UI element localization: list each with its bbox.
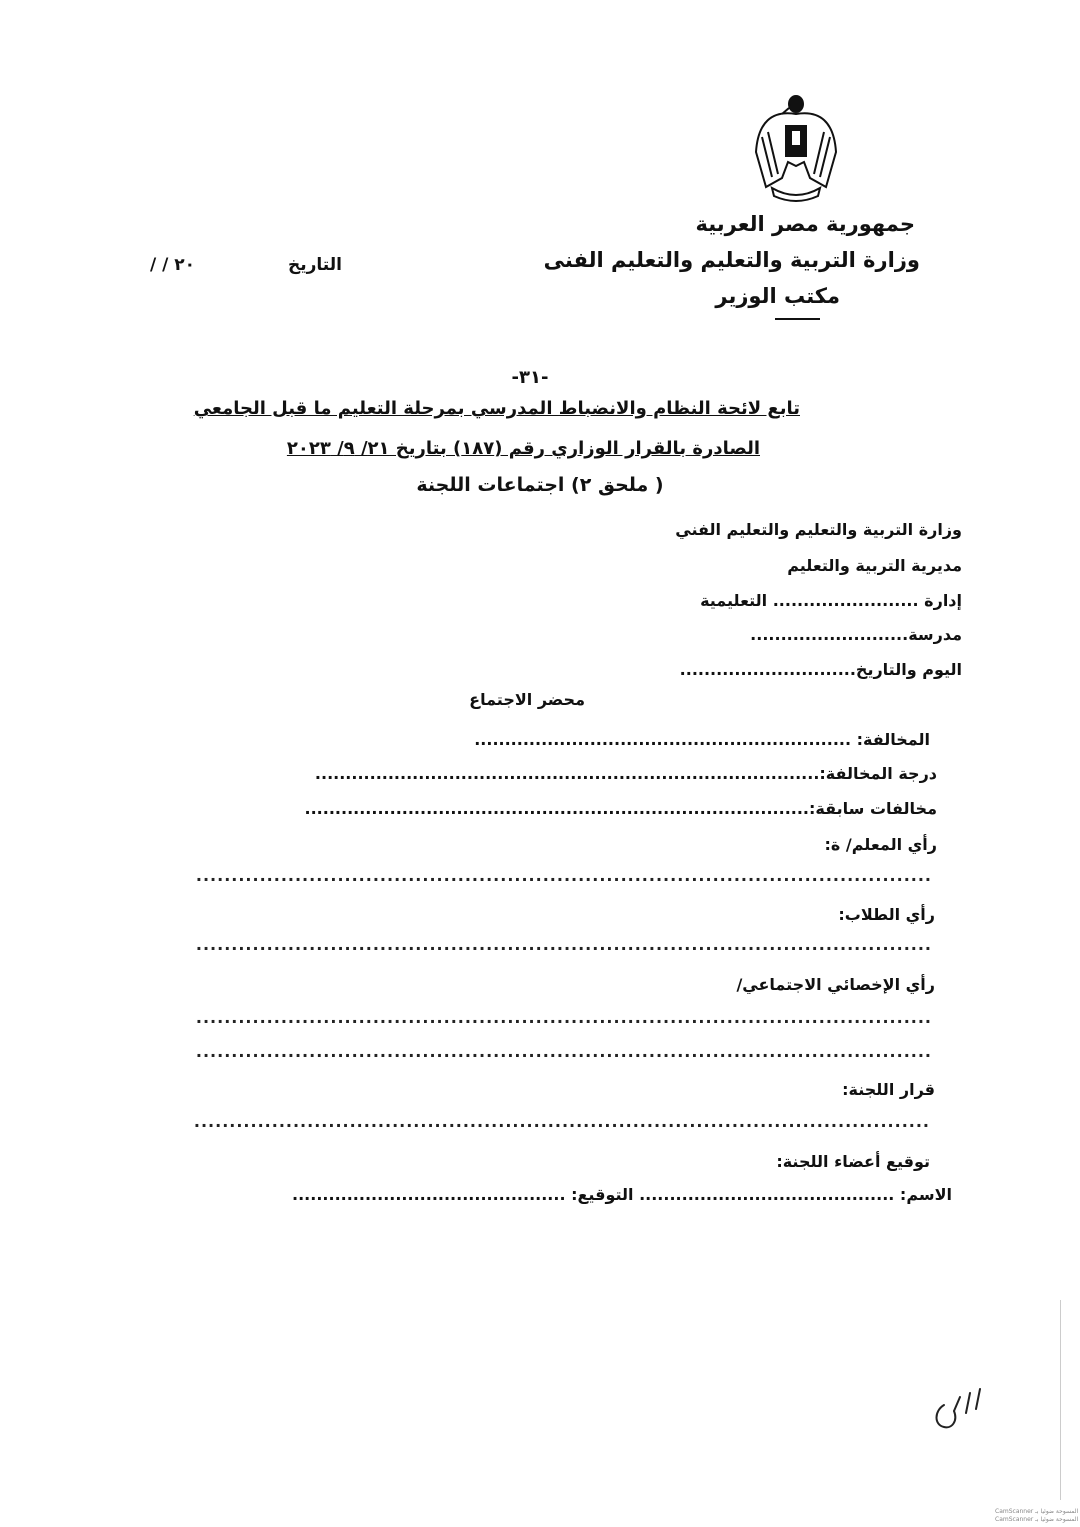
- students-opinion-dots: ........................................................................................................: [195, 935, 932, 954]
- students-opinion-label: رأي الطلاب:: [838, 905, 935, 924]
- violation-field: المخالفة: ..............................................................: [474, 730, 930, 749]
- member-name-signature-field: الاسم: .......................................... التوقيع: .............................................: [292, 1185, 952, 1204]
- administration-field: إدارة ........................ التعليمية: [700, 591, 962, 610]
- committee-decision-label: قرار اللجنة:: [842, 1080, 935, 1099]
- header-country: جمهورية مصر العربية: [695, 212, 915, 236]
- social-worker-opinion-dots-2: ........................................................................................................: [195, 1042, 932, 1061]
- header-ministry: وزارة التربية والتعليم والتعليم الفنى: [543, 248, 920, 272]
- date-label: التاريخ: [288, 255, 342, 275]
- page-number: -٣١-: [511, 367, 549, 388]
- handwritten-note-mark: [930, 1385, 992, 1435]
- scanner-watermark-2: CamScanner المسوحة ضوئيا بـ: [995, 1516, 1079, 1523]
- header-divider: [775, 318, 820, 320]
- committee-decision-dots: ........................................................................................................: [193, 1112, 930, 1131]
- directorate-line: مديرية التربية والتعليم: [787, 556, 962, 575]
- members-signature-label: توقيع أعضاء اللجنة:: [776, 1152, 930, 1171]
- social-worker-opinion-label: رأي الإخصائي الاجتماعي/: [736, 975, 935, 994]
- annex-title: ( ملحق ٢) اجتماعات اللجنة: [416, 474, 664, 496]
- teacher-opinion-label: رأي المعلم/ ة:: [824, 835, 937, 854]
- violation-degree-field: درجة المخالفة:...................................................................................: [314, 764, 937, 783]
- scanner-watermark: CamScanner المسوحة ضوئيا بـ: [995, 1508, 1079, 1515]
- minutes-title: محضر الاجتماع: [469, 690, 585, 709]
- document-title: تابع لائحة النظام والانضباط المدرسي بمرحلة التعليم ما قبل الجامعي: [193, 398, 800, 419]
- teacher-opinion-dots: ........................................................................................................: [195, 866, 932, 885]
- day-date-field: اليوم والتاريخ.............................: [679, 660, 962, 679]
- school-field: مدرسة..........................: [750, 625, 962, 644]
- decree-reference: الصادرة بالقرار الوزاري رقم (١٨٧) بتاريخ ٢١/ ٩/ ٢٠٢٣: [286, 438, 760, 459]
- date-value: / / ٢٠: [150, 255, 196, 275]
- ministry-line: وزارة التربية والتعليم والتعليم الفني: [675, 520, 962, 539]
- header-office: مكتب الوزير: [715, 284, 840, 308]
- social-worker-opinion-dots-1: ........................................................................................................: [195, 1008, 932, 1027]
- page-crease: [1060, 1300, 1061, 1500]
- eagle-emblem-icon: [752, 92, 840, 204]
- previous-violations-field: مخالفات سابقة:...................................................................................: [304, 799, 937, 818]
